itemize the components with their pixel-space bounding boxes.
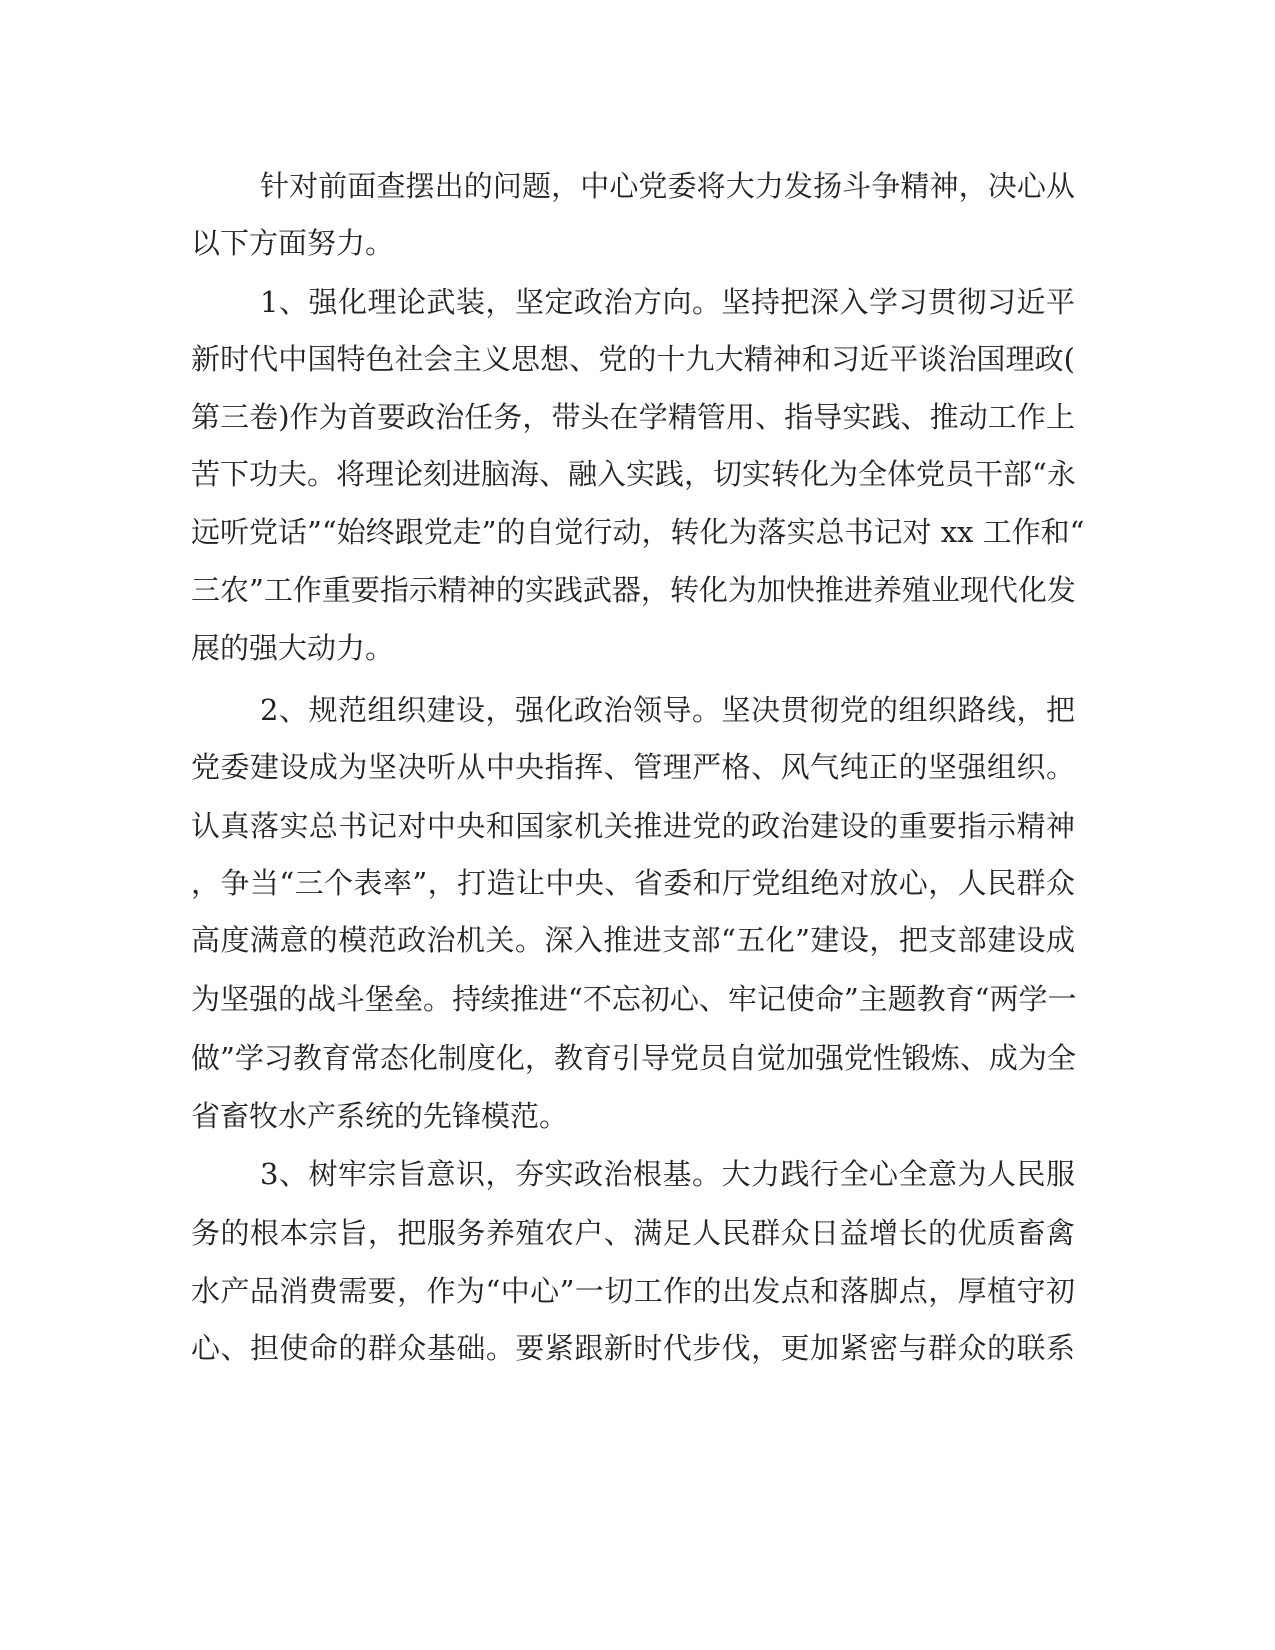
text-line: 务的根本宗旨，把服务养殖农户、满足人民群众日益增长的优质畜禽	[191, 1216, 1075, 1250]
text-line: 远听党话”“始终跟党走”的自觉行动，转化为落实总书记对 xx 工作和“	[191, 515, 1085, 549]
text-line: 心、担使命的群众基础。要紧跟新时代步伐，更加紧密与群众的联系	[191, 1331, 1075, 1365]
text-line: 为坚强的战斗堡垒。持续推进“不忘初心、牢记使命”主题教育“两学一	[191, 982, 1077, 1016]
text-line: 2、规范组织建设，强化政治领导。坚决贯彻党的组织路线，把	[260, 693, 1075, 727]
text-line: 高度满意的模范政治机关。深入推进支部“五化”建设，把支部建设成	[191, 923, 1075, 957]
text-line: 以下方面努力。	[191, 226, 395, 260]
text-line: 水产品消费需要，作为“中心”一切工作的出发点和落脚点，厚植守初	[191, 1274, 1075, 1308]
text-line: 第三卷)作为首要政治任务，带头在学精管用、指导实践、推动工作上	[191, 400, 1075, 434]
text-line: 1、强化理论武装，坚定政治方向。坚持把深入学习贯彻习近平	[260, 285, 1075, 319]
text-line: 三农”工作重要指示精神的实践武器，转化为加快推进养殖业现代化发	[191, 573, 1076, 607]
text-line: 省畜牧水产系统的先锋模范。	[191, 1099, 569, 1133]
text-line: ，争当“三个表率”，打造让中央、省委和厅党组绝对放心，人民群众	[191, 866, 1075, 900]
text-line: 新时代中国特色社会主义思想、党的十九大精神和习近平谈治国理政(	[191, 342, 1075, 376]
text-line: 做”学习教育常态化制度化，教育引导党员自觉加强党性锻炼、成为全	[191, 1041, 1076, 1075]
text-line: 展的强大动力。	[191, 631, 395, 665]
text-line: 认真落实总书记对中央和国家机关推进党的政治建设的重要指示精神	[191, 809, 1075, 843]
text-line: 党委建设成为坚决听从中央指挥、管理严格、风气纯正的坚强组织。	[191, 750, 1075, 784]
text-line: 针对前面查摆出的问题，中心党委将大力发扬斗争精神，决心从	[260, 169, 1075, 203]
text-line: 3、树牢宗旨意识，夯实政治根基。大力践行全心全意为人民服	[260, 1157, 1075, 1191]
text-line: 苦下功夫。将理论刻进脑海、融入实践，切实转化为全体党员干部“永	[191, 457, 1076, 491]
